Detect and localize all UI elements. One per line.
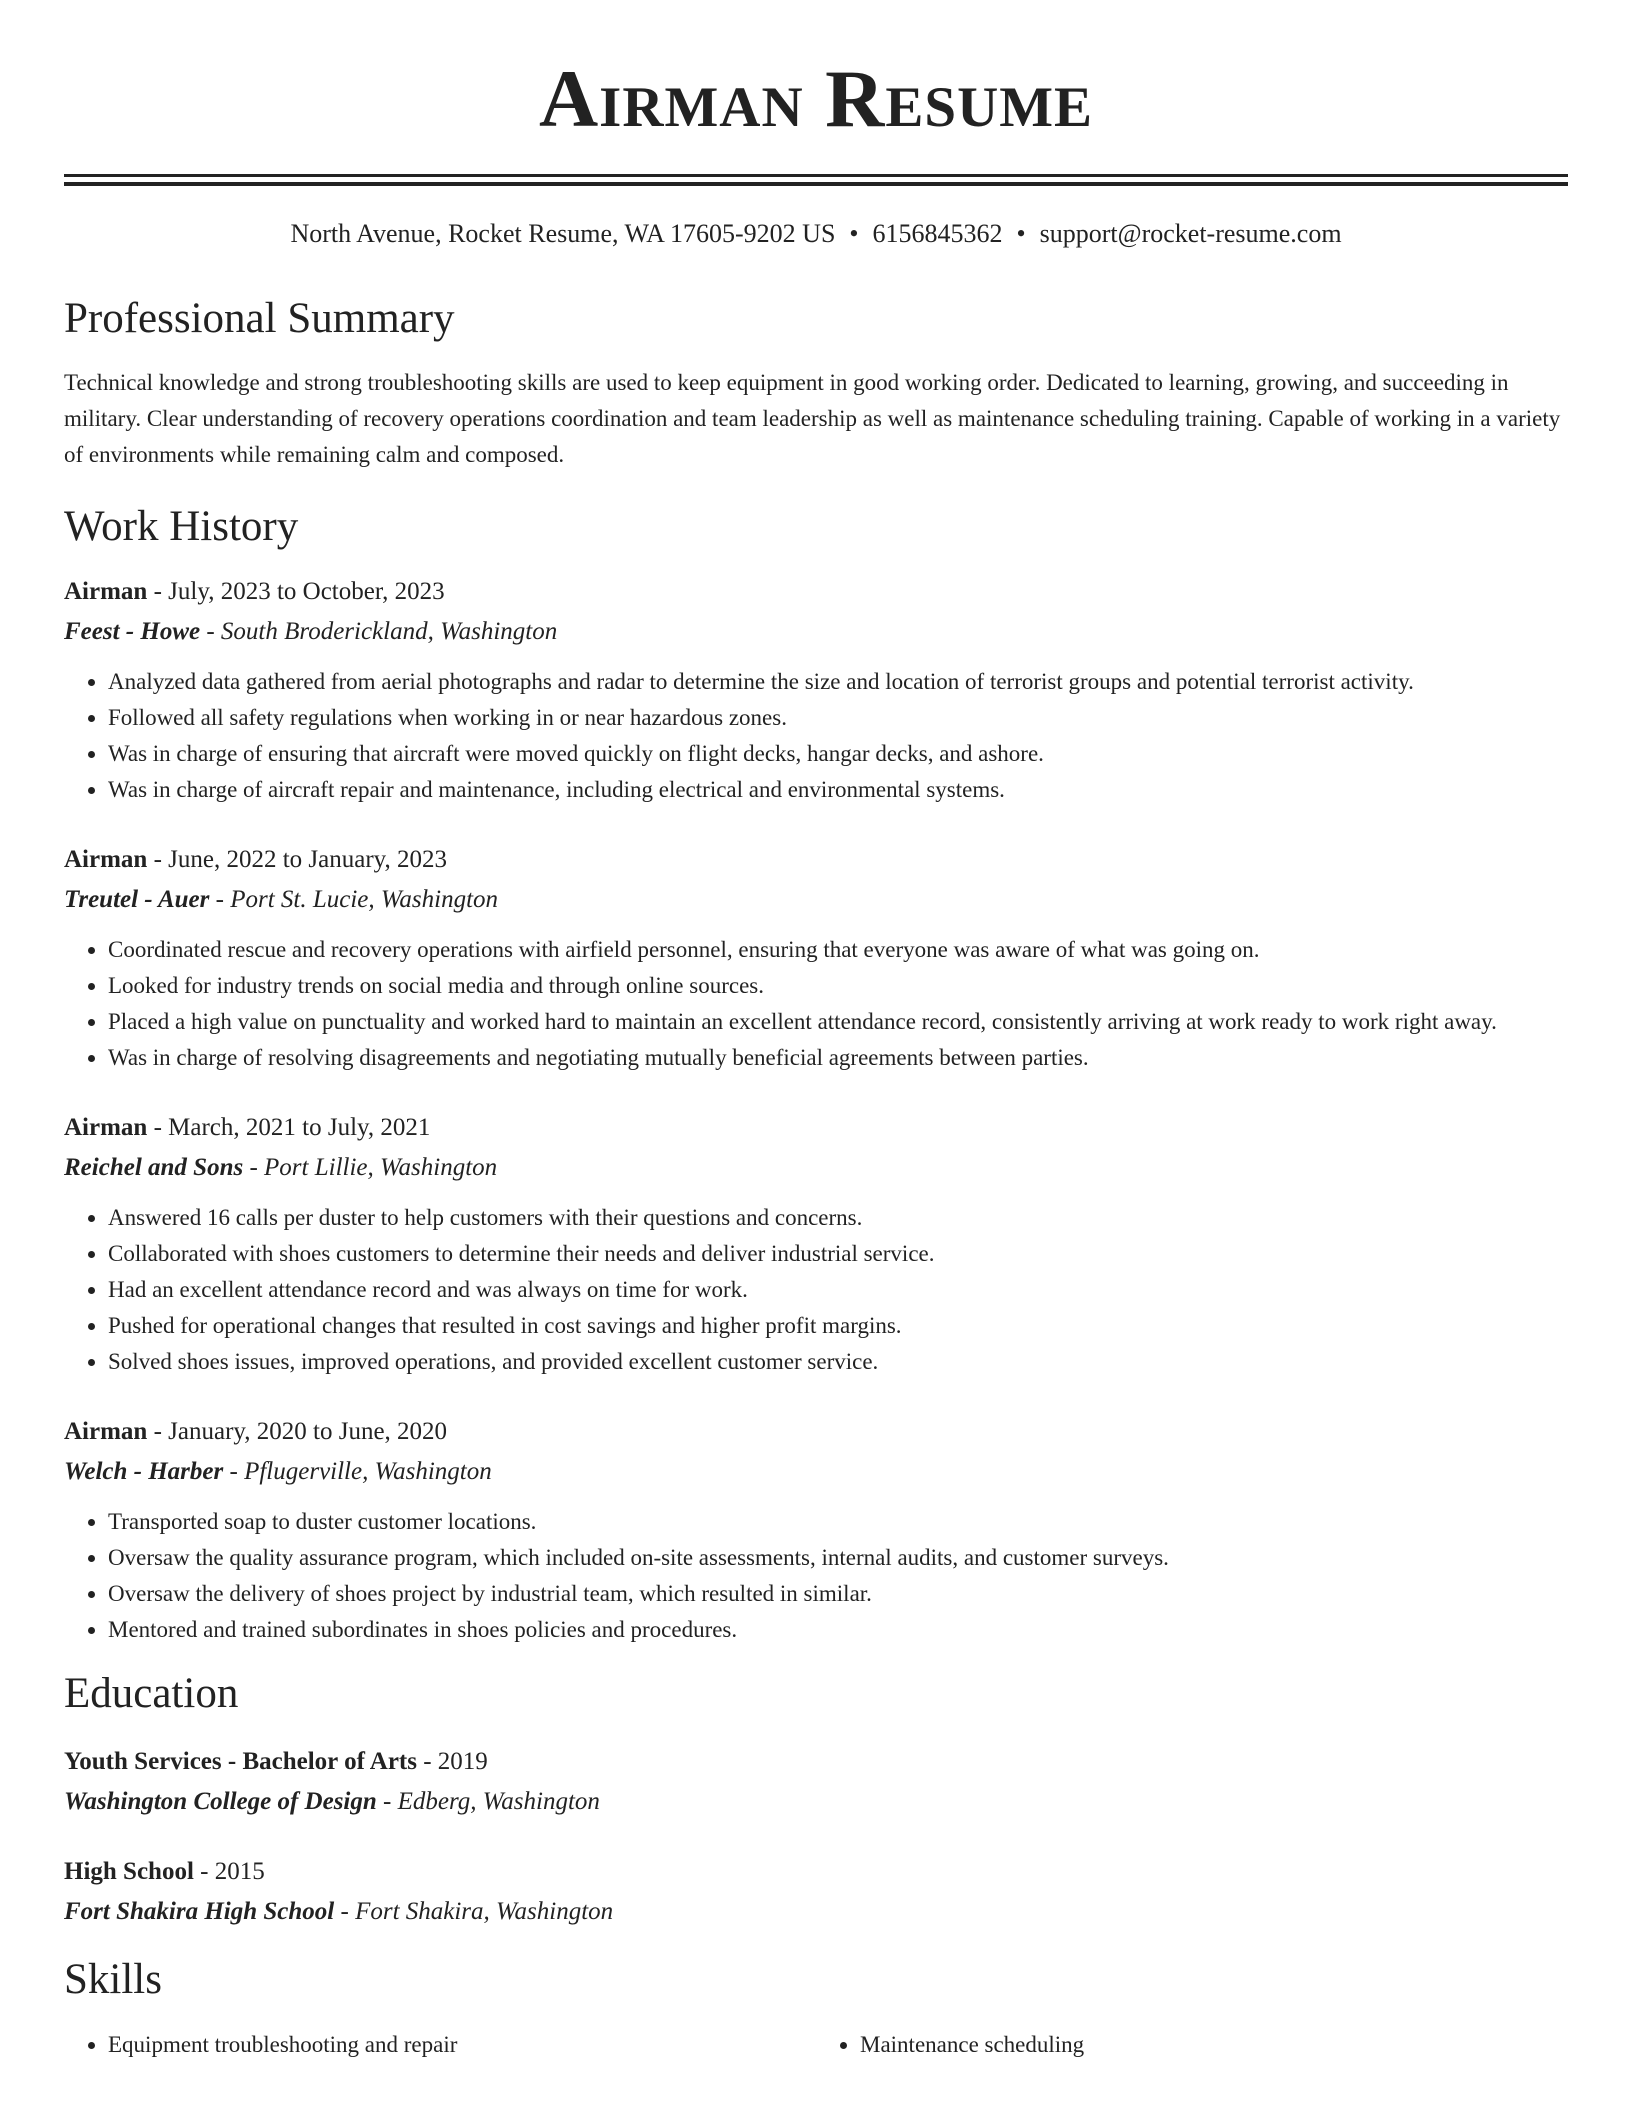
- contact-separator: •: [849, 219, 859, 248]
- job-employer: Treutel - Auer - Port St. Lucie, Washington: [64, 886, 499, 914]
- skills-column-right: [816, 2027, 1568, 2063]
- job-dates: June, 2022 to January, 2023: [168, 846, 448, 874]
- job-duty: • Pushed for operational changes that resulted in cost savings and higher profit margins.: [108, 1308, 1568, 1344]
- work-history-heading: Work History: [64, 502, 299, 550]
- job-duties: [64, 1504, 1568, 1648]
- skills-list: [64, 2027, 1568, 2063]
- title-divider: [64, 174, 1568, 186]
- job-header: Airman - June, 2022 to January, 2023: [64, 846, 448, 874]
- job-header: Airman - March, 2021 to July, 2021: [64, 1114, 431, 1142]
- job-duty: • Was in charge of resolving disagreements and negotiating mutually beneficial agreements between parties.: [108, 1040, 1568, 1076]
- job-company: Welch - Harber: [64, 1458, 224, 1486]
- skill-item: • Equipment troubleshooting and repair: [108, 2027, 816, 2063]
- job-dates: March, 2021 to July, 2021: [168, 1114, 431, 1142]
- job-duty: • Transported soap to duster customer locations.: [108, 1504, 1568, 1540]
- job-location: Pflugerville, Washington: [244, 1458, 492, 1486]
- job-location: Port St. Lucie, Washington: [230, 886, 499, 914]
- job-entry: [64, 1412, 1568, 1648]
- education-degree: High School: [64, 1857, 194, 1885]
- job-duty: • Oversaw the delivery of shoes project by industrial team, which resulted in similar.: [108, 1576, 1568, 1612]
- job-duties: [64, 1200, 1568, 1380]
- job-dates: July, 2023 to October, 2023: [168, 578, 445, 606]
- job-employer: Welch - Harber - Pflugerville, Washington: [64, 1458, 492, 1486]
- skills-column-left: [64, 2027, 816, 2063]
- job-duty: • Mentored and trained subordinates in shoes policies and procedures.: [108, 1612, 1568, 1648]
- job-duty: • Answered 16 calls per duster to help customers with their questions and concerns.: [108, 1200, 1568, 1236]
- education-school: Washington College of Design: [64, 1787, 377, 1815]
- contact-line: [64, 219, 1568, 249]
- job-duty: • Placed a high value on punctuality and worked hard to maintain an excellent attendance record, consistently arriving at work ready to work right away.: [108, 1004, 1568, 1040]
- job-location: Port Lillie, Washington: [264, 1154, 498, 1182]
- education-location: Fort Shakira, Washington: [355, 1897, 614, 1925]
- job-role: Airman: [64, 846, 148, 874]
- summary-text: Technical knowledge and strong troubleshooting skills are used to keep equipment in good working order. Dedicated to learning, growing, and succeeding in military. Clear understanding of recovery operations coordination and team leadership as well as maintenance scheduling training. Capable of working in a variety of environments while remaining calm and composed.: [64, 369, 1561, 467]
- job-duty: • Had an excellent attendance record and was always on time for work.: [108, 1272, 1568, 1308]
- job-duties: [64, 664, 1568, 808]
- job-duty: • Followed all safety regulations when working in or near hazardous zones.: [108, 700, 1568, 736]
- education-heading: Education: [64, 1670, 239, 1718]
- contact-separator: •: [1016, 219, 1026, 248]
- summary-heading: Professional Summary: [64, 295, 455, 342]
- job-company: Treutel - Auer: [64, 886, 210, 914]
- job-duty: • Oversaw the quality assurance program, which included on-site assessments, internal audits, and customer surveys.: [108, 1540, 1568, 1576]
- job-role: Airman: [64, 1418, 148, 1446]
- education-year: 2019: [437, 1747, 488, 1775]
- job-entry: [64, 840, 1568, 1076]
- job-employer: Feest - Howe - South Broderickland, Washington: [64, 618, 558, 646]
- job-company: Feest - Howe: [64, 618, 201, 646]
- contact-email: support@rocket-resume.com: [1039, 219, 1342, 248]
- education-degree: Youth Services - Bachelor of Arts: [64, 1747, 417, 1775]
- job-entry: [64, 1108, 1568, 1380]
- job-duties: [64, 932, 1568, 1076]
- job-duty: • Looked for industry trends on social media and through online sources.: [108, 968, 1568, 1004]
- job-location: South Broderickland, Washington: [220, 618, 558, 646]
- education-school-line: Washington College of Design - Edberg, Washington: [64, 1787, 600, 1815]
- job-duty: • Coordinated rescue and recovery operations with airfield personnel, ensuring that everyone was aware of what was going on.: [108, 932, 1568, 968]
- resume-title: Airman Resume: [538, 53, 1094, 144]
- job-dates: January, 2020 to June, 2020: [168, 1418, 448, 1446]
- contact-address: North Avenue, Rocket Resume, WA 17605-9202 US: [290, 219, 836, 248]
- education-entry: [64, 1852, 1568, 1932]
- skill-item: • Maintenance scheduling: [860, 2027, 1568, 2063]
- education-year: 2015: [214, 1857, 265, 1885]
- job-duty: • Collaborated with shoes customers to determine their needs and deliver industrial service.: [108, 1236, 1568, 1272]
- education-header: High School - 2015: [64, 1857, 265, 1885]
- job-duty: • Was in charge of aircraft repair and maintenance, including electrical and environmental systems.: [108, 772, 1568, 808]
- job-duty: • Solved shoes issues, improved operations, and provided excellent customer service.: [108, 1344, 1568, 1380]
- job-employer: Reichel and Sons - Port Lillie, Washington: [64, 1154, 498, 1182]
- job-duty: • Was in charge of ensuring that aircraft were moved quickly on flight decks, hangar decks, and ashore.: [108, 736, 1568, 772]
- education-entry: [64, 1742, 1568, 1822]
- job-header: Airman - January, 2020 to June, 2020: [64, 1418, 448, 1446]
- education-header: Youth Services - Bachelor of Arts - 2019: [64, 1747, 488, 1775]
- job-header: Airman - July, 2023 to October, 2023: [64, 578, 445, 606]
- contact-phone: 6156845362: [872, 219, 1003, 248]
- job-entry: [64, 572, 1568, 808]
- job-duty: • Analyzed data gathered from aerial photographs and radar to determine the size and location of terrorist groups and potential terrorist activity.: [108, 664, 1568, 700]
- education-location: Edberg, Washington: [397, 1787, 600, 1815]
- education-school: Fort Shakira High School: [64, 1897, 335, 1925]
- education-school-line: Fort Shakira High School - Fort Shakira, Washington: [64, 1897, 614, 1925]
- skills-heading: Skills: [64, 1955, 162, 2003]
- job-role: Airman: [64, 578, 148, 606]
- job-company: Reichel and Sons: [64, 1154, 244, 1182]
- job-role: Airman: [64, 1114, 148, 1142]
